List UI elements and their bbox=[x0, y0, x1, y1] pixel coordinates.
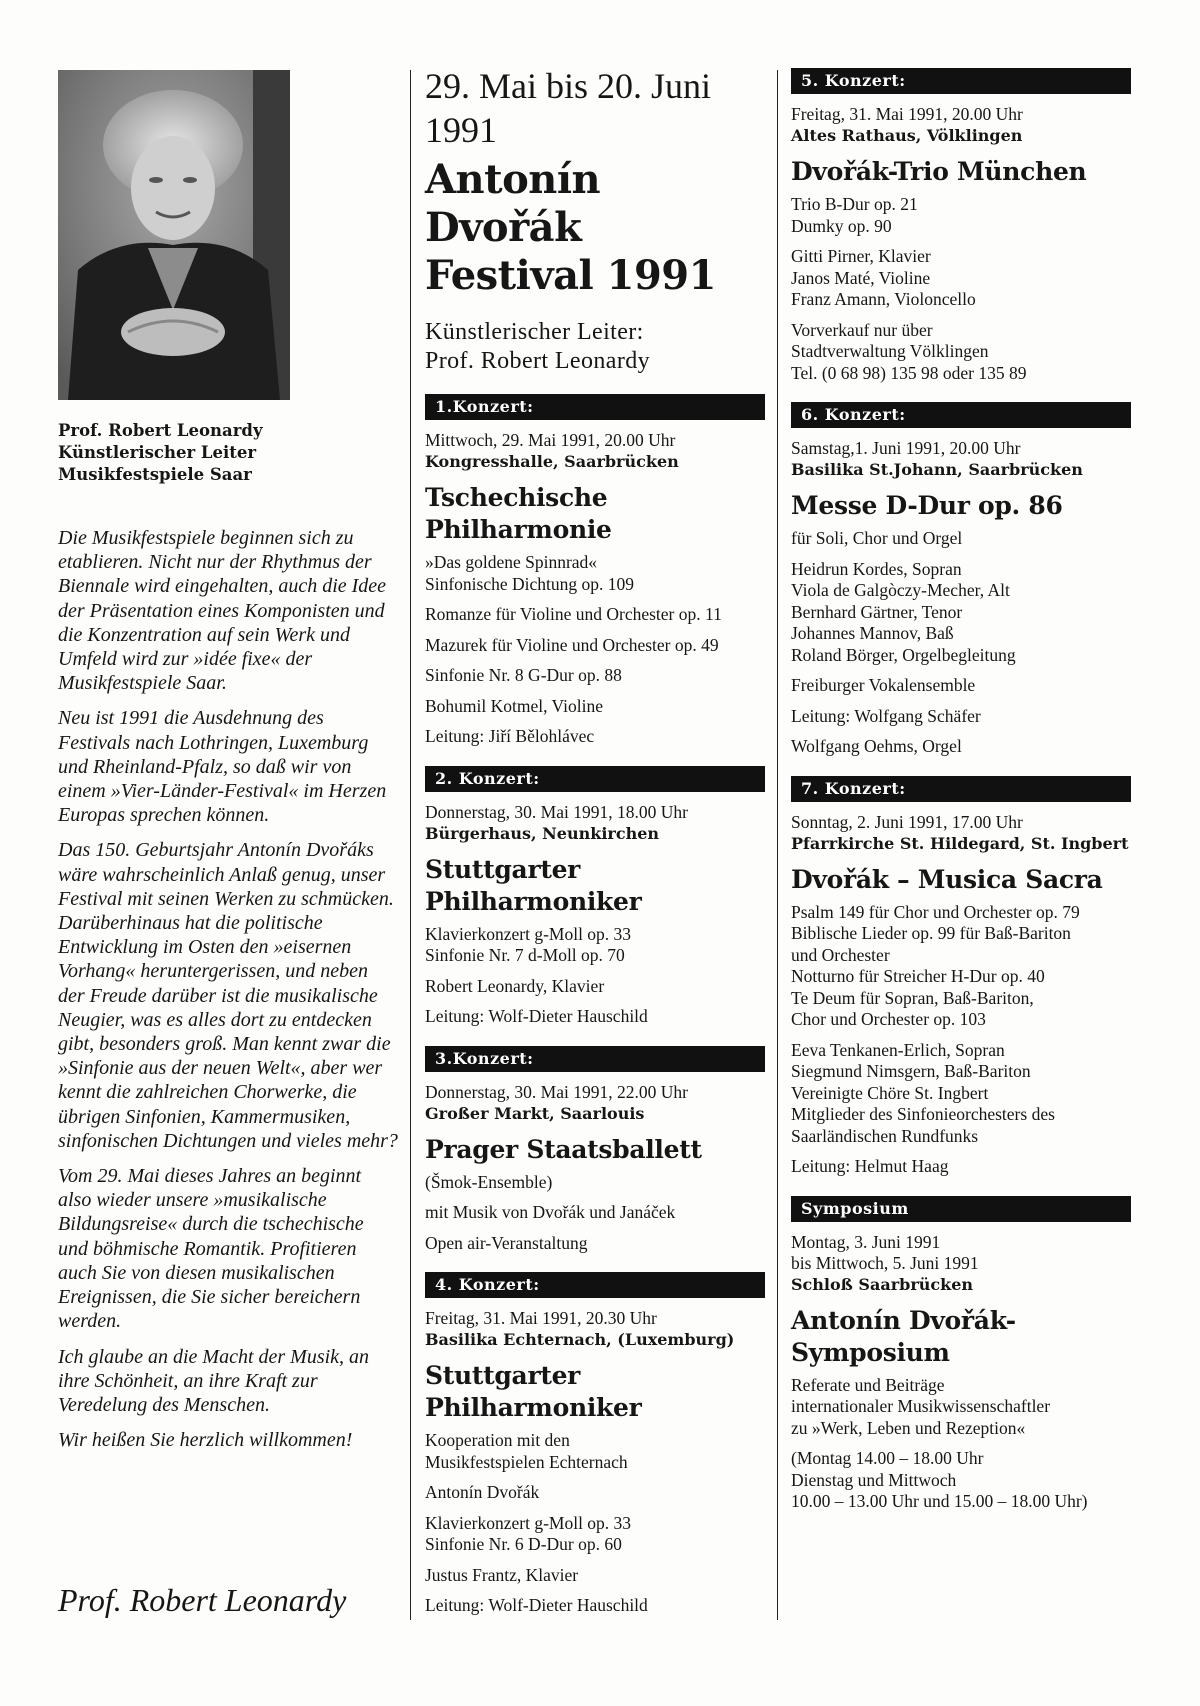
program-line: Justus Frantz, Klavier bbox=[425, 1564, 579, 1585]
program-column-right bbox=[791, 68, 1131, 1513]
concert-number-bar: 3.Konzert: bbox=[425, 1046, 765, 1072]
concert-list bbox=[791, 68, 1131, 1513]
intro-paragraph: Neu ist 1991 die Ausdehnung des Festivals nach Lothringen, Luxemburg und Rheinland-Pfalz, so daß wir von einem »Vier-Länder-Festival« im Herzen Europas sprechen können. bbox=[58, 707, 387, 827]
concert-venue: Pfarrkirche St. Hildegard, St. Ingbert bbox=[791, 833, 1129, 853]
concert-list bbox=[425, 394, 765, 1617]
concert-title-line: Dvořák – Musica Sacra bbox=[791, 864, 1103, 894]
program-line: Klavierkonzert g-Moll op. 33 bbox=[425, 1512, 632, 1533]
photo-caption bbox=[58, 420, 398, 486]
program-line: internationaler Musikwissenschaftler bbox=[791, 1396, 1051, 1416]
concert-section bbox=[791, 776, 1131, 1178]
concert-title-line: Symposium bbox=[791, 1337, 950, 1367]
program-group bbox=[425, 1172, 765, 1194]
program-line: (Montag 14.00 – 18.00 Uhr bbox=[791, 1448, 984, 1468]
concert-title bbox=[791, 490, 1131, 522]
artistic-director-line: Prof. Robert Leonardy bbox=[425, 348, 651, 374]
program-line: Eeva Tenkanen-Erlich, Sopran bbox=[791, 1039, 1005, 1060]
program-line: zu »Werk, Leben und Rezeption« bbox=[791, 1417, 1026, 1438]
concert-section bbox=[791, 1196, 1131, 1513]
concert-date: Montag, 3. Juni 1991 bbox=[791, 1231, 941, 1252]
concert-number-bar: 6. Konzert: bbox=[791, 402, 1131, 428]
program-line: 10.00 – 13.00 Uhr und 15.00 – 18.00 Uhr) bbox=[791, 1491, 1088, 1511]
artistic-director-line: Künstlerischer Leiter: bbox=[425, 319, 644, 345]
program-line: Siegmund Nimsgern, Baß-Bariton bbox=[791, 1061, 1031, 1081]
festival-title bbox=[425, 156, 765, 300]
festival-title-line: Festival 1991 bbox=[425, 252, 716, 299]
program-line: Antonín Dvořák bbox=[425, 1482, 540, 1502]
concert-title-line: Philharmonie bbox=[425, 515, 612, 544]
program-line: Robert Leonardy, Klavier bbox=[425, 975, 605, 996]
concert-section bbox=[425, 1046, 765, 1255]
concert-title bbox=[791, 864, 1131, 896]
program-group bbox=[425, 924, 765, 967]
program-line: Sinfonie Nr. 8 G-Dur op. 88 bbox=[425, 665, 622, 685]
program-line: Chor und Orchester op. 103 bbox=[791, 1009, 986, 1029]
program-line: »Das goldene Spinnrad« bbox=[425, 552, 598, 572]
program-line: Musikfestspielen Echternach bbox=[425, 1451, 628, 1472]
program-group bbox=[791, 1448, 1131, 1513]
program-line: Trio B-Dur op. 21 bbox=[791, 194, 918, 214]
concert-section bbox=[425, 766, 765, 1028]
concert-title-line: Stuttgarter bbox=[425, 854, 581, 884]
concert-title-line: Dvořák-Trio München bbox=[791, 157, 1087, 186]
concert-title-line: Philharmoniker bbox=[425, 886, 642, 916]
festival-dates: 29. Mai bis 20. Juni 1991 bbox=[425, 66, 712, 150]
concert-date: Donnerstag, 30. Mai 1991, 18.00 Uhr bbox=[425, 801, 688, 822]
program-group bbox=[425, 1565, 765, 1587]
intro-column bbox=[58, 70, 398, 1670]
program-column-middle bbox=[425, 64, 765, 1617]
program-line: Gitti Pirner, Klavier bbox=[791, 246, 931, 266]
caption-line: Musikfestspiele Saar bbox=[58, 465, 252, 484]
program-group bbox=[791, 194, 1131, 237]
intro-paragraph: Die Musikfestspiele beginnen sich zu etablieren. Nicht nur der Rhythmus der Biennale wird eingehalten, auch die Idee der Präsentation eines Komponisten und die Konzentration auf sein Werk und Umfeld wird zur »idée fixe« der Musikfestspiele Saar. bbox=[58, 527, 387, 695]
concert-date: Freitag, 31. Mai 1991, 20.30 Uhr bbox=[425, 1308, 657, 1328]
program-group bbox=[425, 726, 765, 748]
program-line: Leitung: Helmut Haag bbox=[791, 1156, 949, 1176]
program-line: Heidrun Kordes, Sopran bbox=[791, 558, 962, 579]
program-group bbox=[791, 736, 1131, 758]
program-line: Romanze für Violine und Orchester op. 11 bbox=[425, 604, 722, 624]
program-line: Leitung: Wolfgang Schäfer bbox=[791, 705, 981, 726]
program-line: Kooperation mit den bbox=[425, 1430, 570, 1450]
concert-title-line: Messe D-Dur op. 86 bbox=[791, 491, 1063, 520]
concert-title bbox=[791, 1305, 1131, 1369]
concert-date: Donnerstag, 30. Mai 1991, 22.00 Uhr bbox=[425, 1081, 688, 1102]
intro-paragraph: Vom 29. Mai dieses Jahres an beginnt also wieder unsere »musikalische Bildungsreise« durch die tschechische und böhmische Romantik. Profitieren auch Sie von diesen musikalischen Ereignissen, die Sie sicher bereichern werden. bbox=[58, 1165, 364, 1333]
program-line: Sinfonie Nr. 6 D-Dur op. 60 bbox=[425, 1534, 622, 1554]
program-line: und Orchester bbox=[791, 944, 890, 965]
program-line: Vereinigte Chöre St. Ingbert bbox=[791, 1082, 989, 1103]
portrait-illustration bbox=[58, 70, 290, 400]
program-line: für Soli, Chor und Orgel bbox=[791, 528, 963, 548]
concert-number-bar: 1.Konzert: bbox=[425, 394, 765, 420]
program-line: Freiburger Vokalensemble bbox=[791, 675, 976, 695]
intro-text bbox=[58, 526, 398, 1452]
program-line: Vorverkauf nur über bbox=[791, 319, 933, 340]
concert-title bbox=[791, 156, 1131, 188]
concert-title-line: Philharmoniker bbox=[425, 1393, 642, 1422]
program-line: Dienstag und Mittwoch bbox=[791, 1469, 957, 1490]
program-line: Leitung: Wolf-Dieter Hauschild bbox=[425, 1595, 648, 1615]
concert-number-bar: 4. Konzert: bbox=[425, 1272, 765, 1298]
program-line: Janos Maté, Violine bbox=[791, 267, 931, 288]
program-line: Dumky op. 90 bbox=[791, 215, 892, 236]
program-group bbox=[425, 1513, 765, 1556]
portrait-photo bbox=[58, 70, 290, 400]
concert-venue: Schloß Saarbrücken bbox=[791, 1274, 974, 1294]
program-line: Johannes Mannov, Baß bbox=[791, 623, 954, 643]
concert-venue: Bürgerhaus, Neunkirchen bbox=[425, 823, 660, 843]
program-line: Saarländischen Rundfunks bbox=[791, 1125, 979, 1146]
program-line: Psalm 149 für Chor und Orchester op. 79 bbox=[791, 901, 1080, 922]
concert-date: Sonntag, 2. Juni 1991, 17.00 Uhr bbox=[791, 811, 1023, 832]
concert-title bbox=[425, 482, 765, 546]
concert-venue: Basilika Echternach, (Luxemburg) bbox=[425, 1330, 735, 1349]
program-group bbox=[425, 604, 765, 626]
program-line: Biblische Lieder op. 99 für Baß-Bariton bbox=[791, 923, 1071, 943]
program-line: Tel. (0 68 98) 135 98 oder 135 89 bbox=[791, 362, 1027, 383]
program-group bbox=[791, 1156, 1131, 1178]
program-line: Referate und Beiträge bbox=[791, 1374, 945, 1395]
program-group bbox=[425, 1482, 765, 1504]
concert-title-line: Prager Staatsballett bbox=[425, 1134, 702, 1164]
concert-date: bis Mittwoch, 5. Juni 1991 bbox=[791, 1252, 979, 1273]
concert-venue: Kongresshalle, Saarbrücken bbox=[425, 452, 679, 471]
concert-section bbox=[791, 402, 1131, 758]
program-line: Viola de Galgòczy-Mecher, Alt bbox=[791, 580, 1010, 600]
program-group bbox=[791, 706, 1131, 728]
concert-number-bar: 2. Konzert: bbox=[425, 766, 765, 792]
program-line: Franz Amann, Violoncello bbox=[791, 289, 976, 309]
program-group bbox=[425, 1430, 765, 1473]
program-group bbox=[425, 976, 765, 998]
program-line: Leitung: Jiří Bělohlávec bbox=[425, 726, 595, 746]
program-line: Notturno für Streicher H-Dur op. 40 bbox=[791, 966, 1045, 986]
column-divider bbox=[777, 70, 778, 1620]
concert-venue: Altes Rathaus, Völklingen bbox=[791, 126, 1023, 145]
program-group bbox=[791, 1040, 1131, 1148]
program-group bbox=[791, 902, 1131, 1031]
program-line: Bernhard Gärtner, Tenor bbox=[791, 601, 963, 622]
program-group bbox=[791, 675, 1131, 697]
intro-paragraph: Ich glaube an die Macht der Musik, an ihre Schönheit, an ihre Kraft zur Veredelung des Menschen. bbox=[58, 1345, 370, 1416]
program-line: (Šmok-Ensemble) bbox=[425, 1171, 553, 1192]
concert-date: Freitag, 31. Mai 1991, 20.00 Uhr bbox=[791, 104, 1023, 124]
column-divider bbox=[410, 70, 411, 1620]
program-line: Klavierkonzert g-Moll op. 33 bbox=[425, 923, 632, 944]
program-group bbox=[425, 665, 765, 687]
program-group bbox=[425, 1202, 765, 1224]
concert-section bbox=[425, 394, 765, 748]
program-group bbox=[791, 559, 1131, 667]
program-line: Mazurek für Violine und Orchester op. 49 bbox=[425, 634, 719, 655]
caption-line: Künstlerischer Leiter bbox=[58, 443, 257, 462]
program-line: Mitglieder des Sinfonieorchesters des bbox=[791, 1104, 1055, 1124]
program-line: Bohumil Kotmel, Violine bbox=[425, 695, 603, 716]
caption-line: Prof. Robert Leonardy bbox=[58, 421, 263, 440]
program-group bbox=[425, 635, 765, 657]
concert-title bbox=[425, 854, 765, 918]
program-group bbox=[425, 696, 765, 718]
program-line: Sinfonische Dichtung op. 109 bbox=[425, 573, 635, 594]
intro-paragraph: Wir heißen Sie herzlich willkommen! bbox=[58, 1429, 353, 1452]
concert-title bbox=[425, 1360, 765, 1424]
program-line: Wolfgang Oehms, Orgel bbox=[791, 736, 962, 756]
program-group bbox=[425, 552, 765, 595]
concert-number-bar: 5. Konzert: bbox=[791, 68, 1131, 94]
program-line: Stadtverwaltung Völklingen bbox=[791, 341, 989, 361]
intro-paragraph: Das 150. Geburtsjahr Antonín Dvořáks wäre wahrscheinlich Anlaß genug, unser Festival mit seinen Werken zu schmücken. Darüberhinaus hat die politische Entwicklung im Osten den »eisernen Vorhang« heruntergerissen, und neben der Freude darüber ist die musikalische Neugier, was es alles dort zu entdecken gibt, besonders groß. Man kennt zwar die »Sinfonie aus der neuen Welt«, aber wer kennt die zahlreichen Chorwerke, die übrigen Sinfonien, Kammermusiken, sinfonischen Dichtungen und vieles mehr? bbox=[58, 839, 398, 1152]
program-line: Roland Börger, Orgelbegleitung bbox=[791, 644, 1016, 665]
program-line: Sinfonie Nr. 7 d-Moll op. 70 bbox=[425, 945, 625, 965]
concert-date: Samstag,1. Juni 1991, 20.00 Uhr bbox=[791, 438, 1021, 458]
program-line: Leitung: Wolf-Dieter Hauschild bbox=[425, 1006, 648, 1026]
concert-title bbox=[425, 1134, 765, 1166]
program-group bbox=[791, 320, 1131, 385]
concert-title-line: Antonín Dvořák- bbox=[791, 1305, 1016, 1335]
concert-venue: Großer Markt, Saarlouis bbox=[425, 1103, 645, 1123]
program-group bbox=[791, 246, 1131, 311]
artistic-director bbox=[425, 318, 765, 376]
concert-number-bar: Symposium bbox=[791, 1196, 1131, 1222]
concert-section bbox=[425, 1272, 765, 1617]
program-group bbox=[425, 1595, 765, 1617]
program-group bbox=[791, 1375, 1131, 1440]
concert-venue: Basilika St.Johann, Saarbrücken bbox=[791, 460, 1083, 479]
concert-title-line: Tschechische bbox=[425, 483, 608, 512]
program-line: mit Musik von Dvořák und Janáček bbox=[425, 1202, 676, 1222]
program-line: Te Deum für Sopran, Baß-Bariton, bbox=[791, 987, 1034, 1008]
program-group bbox=[425, 1233, 765, 1255]
concert-number-bar: 7. Konzert: bbox=[791, 776, 1131, 802]
festival-title-line: Antonín Dvořák bbox=[425, 156, 601, 251]
program-group bbox=[425, 1006, 765, 1028]
program-group bbox=[791, 528, 1131, 550]
program-line: Open air-Veranstaltung bbox=[425, 1232, 588, 1253]
signature: Prof. Robert Leonardy bbox=[58, 1582, 347, 1618]
concert-title-line: Stuttgarter bbox=[425, 1361, 581, 1390]
concert-section bbox=[791, 68, 1131, 384]
concert-date: Mittwoch, 29. Mai 1991, 20.00 Uhr bbox=[425, 430, 676, 450]
